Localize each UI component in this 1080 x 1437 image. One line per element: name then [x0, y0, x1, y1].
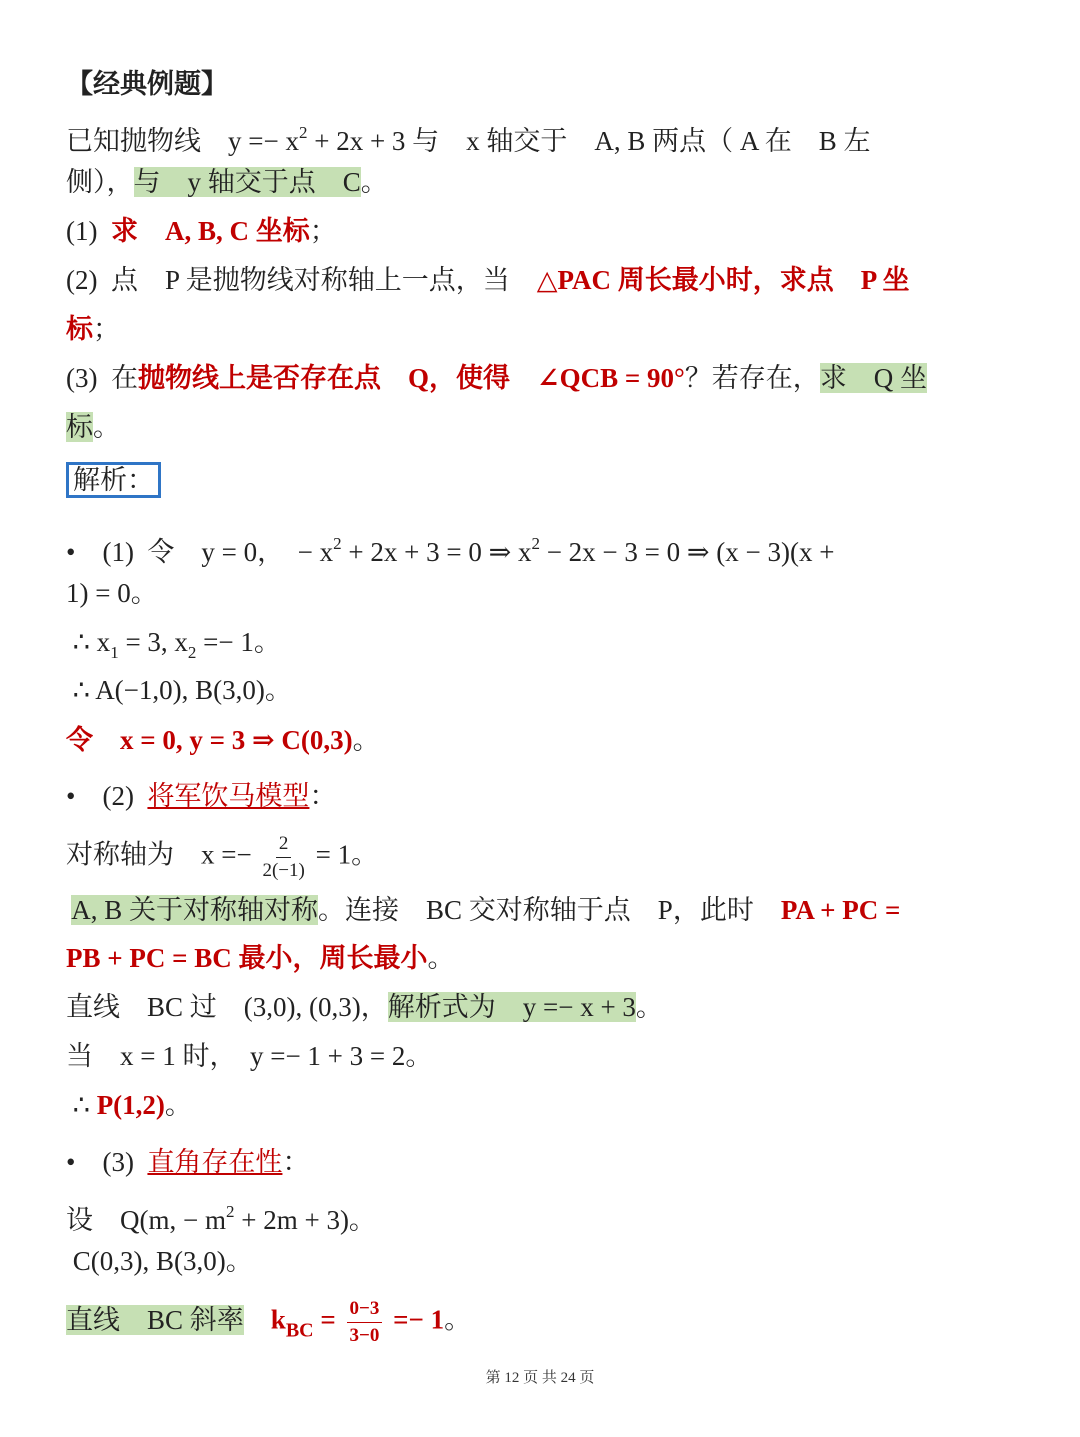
text-line [66, 573, 1014, 613]
emphasis-text: = [313, 1304, 343, 1335]
fraction-denominator: 3−0 [349, 1325, 380, 1346]
text-line [66, 1192, 1014, 1240]
emphasis-text: 直角存在性 [147, 1147, 283, 1177]
text-line [66, 720, 1014, 760]
text-line [66, 211, 1014, 251]
text-line [66, 622, 1014, 673]
text-segment: + 2m + 3)。 [234, 1205, 376, 1235]
text-segment: BC [285, 1319, 314, 1342]
text-segment: 。 [444, 1304, 472, 1335]
highlighted-text: 与 y 轴交于点 C [133, 167, 361, 197]
emphasis-text: PB + PC = BC 最小，周长最小 [66, 943, 428, 973]
emphasis-text: △PAC 周长最小时，求点 P 坐 [536, 265, 910, 295]
text-segment: (1) [66, 216, 111, 246]
text-line [66, 1085, 1014, 1125]
fraction-numerator: 0−3 [347, 1296, 383, 1323]
text-segment: 2 [298, 123, 308, 142]
highlighted-text: A, B 关于对称轴对称 [71, 895, 319, 925]
emphasis-text: k [270, 1304, 286, 1335]
text-line [66, 64, 1014, 104]
emphasis-text: 令 x = 0, y = 3 ⇒ C(0,3) [66, 725, 353, 755]
emphasis-text: =− 1 [386, 1304, 445, 1335]
text-segment: 。 [635, 992, 663, 1022]
text-segment: + 2x + 3 与 x 轴交于 A, B 两点（ A 在 B 左 [307, 126, 871, 156]
text-segment: ∴ [66, 1090, 97, 1120]
text-segment: • (3) [66, 1147, 148, 1177]
highlighted-text: 解析式为 y =− x + 3 [387, 992, 636, 1022]
text-segment: 。 [164, 1090, 192, 1120]
text-line [66, 1142, 1014, 1182]
text-segment: 2 [531, 534, 540, 553]
text-line [66, 831, 1014, 884]
emphasis-text: 求 A, B, C 坐标 [110, 216, 310, 246]
text-line [66, 407, 1014, 447]
text-line [66, 987, 1014, 1027]
text-line [66, 1241, 1014, 1281]
text-line [66, 113, 1014, 161]
emphasis-text: 抛物线上是否存在点 Q，使得 ∠QCB = 90° [137, 363, 685, 393]
text-line [66, 358, 1014, 398]
text-segment: 【经典例题】 [66, 69, 228, 99]
emphasis-text: 标 [66, 314, 93, 344]
emphasis-text: PA + PC = [780, 895, 901, 925]
emphasis-text: 将军饮马模型 [147, 781, 310, 811]
text-segment: ： [282, 1147, 310, 1177]
text-segment: 已知抛物线 y =− x [66, 126, 299, 156]
analysis-heading: 解析： [66, 462, 161, 498]
text-segment: 。连接 BC 交对称轴于点 P，此时 [318, 895, 781, 925]
text-segment: 。 [352, 725, 380, 755]
text-line [66, 670, 1014, 710]
text-segment: ： [309, 781, 337, 811]
fraction-denominator: 2(−1) [262, 860, 305, 881]
text-segment: + 2x + 3 = 0 ⇒ x [341, 537, 532, 567]
fraction-numerator: 2 [276, 831, 292, 858]
text-segment: C(0,3), B(3,0)。 [66, 1246, 253, 1276]
text-segment: 。 [360, 167, 388, 197]
text-segment: ∴ x [66, 627, 111, 657]
text-segment: 当 x = 1 时， y =− 1 + 3 = 2。 [66, 1041, 433, 1071]
emphasis-text: P(1,2) [96, 1090, 165, 1120]
text-segment: 直线 BC 过 (3,0), (0,3)， [66, 992, 388, 1022]
text-segment: = 3, x [118, 627, 188, 657]
text-segment: 对称轴为 x =− [66, 839, 259, 870]
text-line [66, 938, 1014, 978]
text-line [66, 1296, 1014, 1351]
text-segment: 设 Q(m, − m [66, 1205, 226, 1235]
text-segment: • (1) 令 y = 0， − x [66, 537, 334, 567]
page-footer: 第 12 页 共 24 页 [485, 1370, 595, 1386]
text-segment: =− 1。 [196, 627, 281, 657]
text-line [66, 524, 1014, 572]
text-segment: 。 [93, 412, 120, 442]
text-line [66, 460, 1014, 500]
text-segment: 2 [333, 534, 342, 553]
highlighted-text: 标 [66, 412, 93, 442]
highlighted-text: 直线 BC 斜率 [66, 1304, 244, 1335]
fraction [262, 831, 304, 884]
text-segment: 侧）， [66, 167, 134, 197]
text-segment: ； [93, 314, 120, 344]
text-segment: 1) = 0。 [66, 578, 158, 608]
text-line [66, 260, 1014, 300]
text-line [66, 776, 1014, 816]
fraction [347, 1296, 383, 1349]
text-segment: 1 [110, 643, 119, 662]
text-segment: • (2) [66, 781, 148, 811]
text-line [66, 1036, 1014, 1076]
text-segment: 。 [427, 943, 455, 973]
text-segment: 2 [187, 643, 197, 662]
text-segment: − 2x − 3 = 0 ⇒ (x − 3)(x + [539, 537, 835, 567]
text-line [66, 162, 1014, 202]
text-segment: (3) 在 [66, 363, 138, 393]
text-segment: ∴ A(−1,0), B(3,0)。 [66, 675, 292, 705]
text-segment: (2) 点 P 是抛物线对称轴上一点，当 [66, 265, 537, 295]
text-segment: 2 [225, 1202, 235, 1221]
text-line [66, 890, 1014, 930]
text-line [66, 309, 1014, 349]
text-segment: = 1。 [308, 839, 379, 870]
text-segment: ； [309, 216, 337, 246]
highlighted-text: 求 Q 坐 [819, 363, 928, 393]
text-segment [244, 1305, 271, 1335]
text-segment: ？若存在， [684, 363, 820, 393]
